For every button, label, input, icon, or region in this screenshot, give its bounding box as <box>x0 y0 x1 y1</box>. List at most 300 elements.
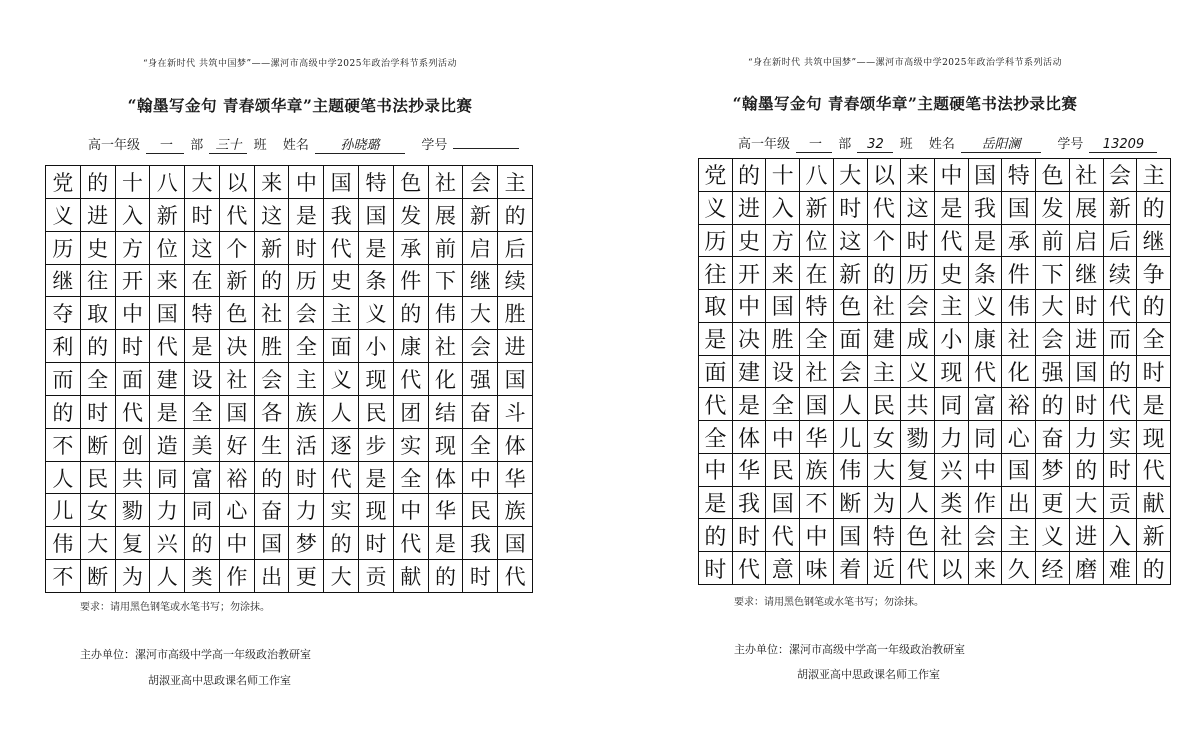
grid-cell: 时 <box>699 552 733 585</box>
grid-cell: 伟 <box>1002 290 1036 323</box>
grid-cell: 后 <box>1104 225 1138 258</box>
grid-cell: 代 <box>935 225 969 258</box>
grid-cell: 代 <box>969 356 1003 389</box>
grid-cell: 康 <box>969 323 1003 356</box>
grid-cell: 中 <box>220 527 255 560</box>
grid-cell: 人 <box>324 396 359 429</box>
grid-cell: 共 <box>116 462 151 495</box>
grid-cell: 现 <box>935 356 969 389</box>
grid-cell: 代 <box>324 462 359 495</box>
grid-cell: 不 <box>800 487 834 520</box>
grid-cell: 的 <box>429 560 464 593</box>
grid-cell: 会 <box>289 297 324 330</box>
grid-cell: 勠 <box>116 494 151 527</box>
grid-cell: 小 <box>935 323 969 356</box>
grid-cell: 是 <box>733 388 767 421</box>
grid-cell: 的 <box>185 527 220 560</box>
grid-cell: 代 <box>1137 454 1171 487</box>
contest-title: “翰墨写金句 青春颂华章”主题硬笔书法抄录比赛 <box>127 96 473 115</box>
grid-cell: 方 <box>766 225 800 258</box>
grid-cell: 更 <box>1036 487 1070 520</box>
grid-cell: 取 <box>699 290 733 323</box>
student-id-field: 13209 <box>1089 137 1157 153</box>
grid-cell: 代 <box>1104 290 1138 323</box>
grid-cell: 义 <box>969 290 1003 323</box>
grid-cell: 继 <box>1137 225 1171 258</box>
grid-cell: 时 <box>116 330 151 363</box>
grid-cell: 贡 <box>1104 487 1138 520</box>
grid-cell: 实 <box>324 494 359 527</box>
grid-cell: 梦 <box>289 527 324 560</box>
grid-cell: 党 <box>699 159 733 192</box>
grid-cell: 会 <box>834 356 868 389</box>
grid-cell: 全 <box>463 429 498 462</box>
grid-cell: 现 <box>359 363 394 396</box>
grid-cell: 中 <box>463 462 498 495</box>
grid-cell: 同 <box>969 421 1003 454</box>
grid-cell: 人 <box>150 560 185 593</box>
grid-cell: 前 <box>1036 225 1070 258</box>
grid-cell: 是 <box>699 487 733 520</box>
grid-cell: 出 <box>1002 487 1036 520</box>
grid-cell: 国 <box>324 166 359 199</box>
grid-cell: 代 <box>699 388 733 421</box>
grid-cell: 时 <box>1070 388 1104 421</box>
dept-field: 一 <box>146 138 184 154</box>
grid-cell: 康 <box>394 330 429 363</box>
grid-cell: 成 <box>901 323 935 356</box>
grid-cell: 党 <box>46 166 81 199</box>
grid-cell: 国 <box>255 527 290 560</box>
grid-cell: 这 <box>185 232 220 265</box>
grid-cell: 不 <box>46 429 81 462</box>
grid-cell: 作 <box>220 560 255 593</box>
grid-cell: 代 <box>498 560 533 593</box>
grid-cell: 是 <box>429 527 464 560</box>
grid-cell: 化 <box>1002 356 1036 389</box>
grid-cell: 奋 <box>463 396 498 429</box>
grid-cell: 会 <box>969 519 1003 552</box>
grid-cell: 社 <box>255 297 290 330</box>
grid-cell: 决 <box>733 323 767 356</box>
grid-cell: 实 <box>1104 421 1138 454</box>
grid-cell: 人 <box>834 388 868 421</box>
grid-cell: 国 <box>1070 356 1104 389</box>
grid-cell: 后 <box>498 232 533 265</box>
grid-cell: 代 <box>901 552 935 585</box>
grid-cell: 义 <box>1036 519 1070 552</box>
grid-cell: 特 <box>185 297 220 330</box>
grid-cell: 逐 <box>324 429 359 462</box>
grid-cell: 下 <box>429 265 464 298</box>
grid-cell: 小 <box>359 330 394 363</box>
grid-cell: 利 <box>46 330 81 363</box>
grid-cell: 国 <box>766 290 800 323</box>
grid-cell: 十 <box>116 166 151 199</box>
grid-cell: 民 <box>868 388 902 421</box>
name-label: 姓名 <box>928 137 955 152</box>
grid-cell: 新 <box>800 192 834 225</box>
grid-cell: 的 <box>81 166 116 199</box>
grid-cell: 社 <box>1070 159 1104 192</box>
grid-cell: 经 <box>1036 552 1070 585</box>
grid-cell: 代 <box>150 330 185 363</box>
grid-cell: 色 <box>220 297 255 330</box>
grid-cell: 力 <box>289 494 324 527</box>
grid-cell: 的 <box>498 199 533 232</box>
grid-cell: 国 <box>969 159 1003 192</box>
grid-cell: 是 <box>935 192 969 225</box>
entry-sheet-right <box>610 0 1200 739</box>
grid-cell: 新 <box>1104 192 1138 225</box>
grid-cell: 启 <box>1070 225 1104 258</box>
grid-cell: 磨 <box>1070 552 1104 585</box>
grid-cell: 史 <box>324 265 359 298</box>
grid-cell: 色 <box>834 290 868 323</box>
dept-label: 部 <box>190 138 204 153</box>
grid-cell: 以 <box>220 166 255 199</box>
grid-cell: 出 <box>255 560 290 593</box>
grid-cell: 华 <box>800 421 834 454</box>
grid-cell: 取 <box>81 297 116 330</box>
grid-cell: 斗 <box>498 396 533 429</box>
grid-cell: 国 <box>498 527 533 560</box>
grid-cell: 全 <box>185 396 220 429</box>
grid-cell: 来 <box>969 552 1003 585</box>
grid-cell: 会 <box>463 330 498 363</box>
name-field: 岳阳澜 <box>961 137 1041 153</box>
student-info-row <box>88 134 521 154</box>
grid-cell: 的 <box>81 330 116 363</box>
grid-cell: 在 <box>185 265 220 298</box>
grid-cell: 方 <box>116 232 151 265</box>
grid-cell: 女 <box>81 494 116 527</box>
grid-cell: 入 <box>766 192 800 225</box>
grid-cell: 胜 <box>255 330 290 363</box>
grid-cell: 代 <box>394 527 429 560</box>
grid-cell: 国 <box>834 519 868 552</box>
grid-cell: 的 <box>733 159 767 192</box>
grid-cell: 好 <box>220 429 255 462</box>
grid-cell: 族 <box>289 396 324 429</box>
grid-cell: 国 <box>800 388 834 421</box>
grid-cell: 在 <box>800 257 834 290</box>
grid-cell: 胜 <box>498 297 533 330</box>
grid-cell: 续 <box>498 265 533 298</box>
grid-cell: 的 <box>1137 290 1171 323</box>
grid-cell: 强 <box>1036 356 1070 389</box>
grid-cell: 类 <box>185 560 220 593</box>
grid-cell: 的 <box>324 527 359 560</box>
grid-cell: 中 <box>289 166 324 199</box>
grid-cell: 进 <box>733 192 767 225</box>
requirement-note: 要求：请用黑色钢笔或水笔书写；勿涂抹。 <box>80 602 270 613</box>
grid-cell: 不 <box>46 560 81 593</box>
grid-cell: 作 <box>969 487 1003 520</box>
grid-cell: 开 <box>116 265 151 298</box>
grid-cell: 近 <box>868 552 902 585</box>
grid-cell: 儿 <box>46 494 81 527</box>
grid-cell: 前 <box>429 232 464 265</box>
grid-cell: 这 <box>255 199 290 232</box>
grid-cell: 中 <box>800 519 834 552</box>
writing-grid <box>698 158 1171 585</box>
grid-cell: 造 <box>150 429 185 462</box>
grid-cell: 兴 <box>150 527 185 560</box>
organizer-line: 主办单位：漯河市高级中学高一年级政治教研室 <box>734 643 965 656</box>
grid-cell: 味 <box>800 552 834 585</box>
grid-cell: 国 <box>359 199 394 232</box>
grid-cell: 大 <box>1070 487 1104 520</box>
grid-cell: 大 <box>324 560 359 593</box>
grid-cell: 伟 <box>429 297 464 330</box>
grid-cell: 的 <box>868 257 902 290</box>
organizer-studio: 胡淑亚高中思政课名师工作室 <box>797 668 940 681</box>
grid-cell: 件 <box>1002 257 1036 290</box>
student-id-label: 学号 <box>1057 137 1084 152</box>
grid-cell: 这 <box>901 192 935 225</box>
grid-cell: 八 <box>800 159 834 192</box>
grid-cell: 新 <box>1137 519 1171 552</box>
grid-cell: 勠 <box>901 421 935 454</box>
grid-cell: 民 <box>766 454 800 487</box>
grid-cell: 大 <box>81 527 116 560</box>
class-field: 32 <box>857 137 893 153</box>
grid-cell: 社 <box>800 356 834 389</box>
grid-cell: 新 <box>255 232 290 265</box>
grid-cell: 族 <box>498 494 533 527</box>
grid-cell: 位 <box>800 225 834 258</box>
grid-cell: 时 <box>733 519 767 552</box>
grid-cell: 特 <box>800 290 834 323</box>
grid-cell: 义 <box>359 297 394 330</box>
grid-cell: 断 <box>834 487 868 520</box>
grid-cell: 设 <box>766 356 800 389</box>
grid-cell: 入 <box>116 199 151 232</box>
grid-cell: 进 <box>81 199 116 232</box>
grid-cell: 会 <box>1036 323 1070 356</box>
grid-cell: 全 <box>289 330 324 363</box>
grid-cell: 中 <box>969 454 1003 487</box>
grid-cell: 献 <box>394 560 429 593</box>
grid-cell: 时 <box>463 560 498 593</box>
grid-cell: 我 <box>324 199 359 232</box>
student-id-field <box>453 148 519 149</box>
grid-cell: 现 <box>359 494 394 527</box>
grid-cell: 心 <box>1002 421 1036 454</box>
grid-cell: 位 <box>150 232 185 265</box>
grid-cell: 是 <box>359 232 394 265</box>
grid-cell: 断 <box>81 429 116 462</box>
grid-cell: 入 <box>1104 519 1138 552</box>
grid-cell: 来 <box>150 265 185 298</box>
grid-cell: 富 <box>969 388 1003 421</box>
grid-cell: 面 <box>324 330 359 363</box>
grid-cell: 社 <box>1002 323 1036 356</box>
grid-cell: 意 <box>766 552 800 585</box>
grid-cell: 兴 <box>935 454 969 487</box>
grid-cell: 中 <box>116 297 151 330</box>
grade-label: 高一年级 <box>88 138 141 153</box>
grid-cell: 结 <box>429 396 464 429</box>
grid-cell: 力 <box>150 494 185 527</box>
grid-cell: 全 <box>800 323 834 356</box>
grid-cell: 力 <box>935 421 969 454</box>
grid-cell: 承 <box>394 232 429 265</box>
grid-cell: 新 <box>463 199 498 232</box>
grid-cell: 代 <box>220 199 255 232</box>
grid-cell: 面 <box>116 363 151 396</box>
grid-cell: 大 <box>834 159 868 192</box>
grid-cell: 历 <box>699 225 733 258</box>
grid-cell: 复 <box>116 527 151 560</box>
grid-cell: 会 <box>463 166 498 199</box>
grid-cell: 心 <box>220 494 255 527</box>
grid-cell: 国 <box>1002 454 1036 487</box>
grid-cell: 的 <box>255 462 290 495</box>
grid-cell: 时 <box>1070 290 1104 323</box>
grid-cell: 国 <box>766 487 800 520</box>
grid-cell: 下 <box>1036 257 1070 290</box>
grid-cell: 进 <box>1070 323 1104 356</box>
grid-cell: 个 <box>220 232 255 265</box>
grid-cell: 建 <box>868 323 902 356</box>
grid-cell: 为 <box>868 487 902 520</box>
grid-cell: 团 <box>394 396 429 429</box>
grid-cell: 展 <box>429 199 464 232</box>
grid-cell: 义 <box>46 199 81 232</box>
grid-cell: 为 <box>116 560 151 593</box>
grid-cell: 体 <box>498 429 533 462</box>
grid-cell: 个 <box>868 225 902 258</box>
grid-cell: 往 <box>81 265 116 298</box>
grid-cell: 各 <box>255 396 290 429</box>
grid-cell: 我 <box>733 487 767 520</box>
grid-cell: 是 <box>359 462 394 495</box>
grid-cell: 历 <box>901 257 935 290</box>
grid-cell: 的 <box>46 396 81 429</box>
grid-cell: 华 <box>733 454 767 487</box>
grid-cell: 全 <box>81 363 116 396</box>
grid-cell: 全 <box>699 421 733 454</box>
name-field: 孙晓璐 <box>315 138 405 154</box>
grid-cell: 续 <box>1104 257 1138 290</box>
grid-cell: 全 <box>394 462 429 495</box>
grid-cell: 发 <box>1036 192 1070 225</box>
grid-cell: 胜 <box>766 323 800 356</box>
grid-cell: 时 <box>359 527 394 560</box>
grid-cell: 献 <box>1137 487 1171 520</box>
grid-cell: 时 <box>1137 356 1171 389</box>
grid-cell: 国 <box>1002 192 1036 225</box>
grid-cell: 决 <box>220 330 255 363</box>
grid-cell: 活 <box>289 429 324 462</box>
grid-cell: 启 <box>463 232 498 265</box>
grid-cell: 国 <box>220 396 255 429</box>
grid-cell: 同 <box>150 462 185 495</box>
event-header-line: “身在新时代 共筑中国梦”——漯河市高级中学2025年政治学科节系列活动 <box>143 59 457 69</box>
grid-cell: 主 <box>289 363 324 396</box>
grid-cell: 主 <box>935 290 969 323</box>
grid-cell: 是 <box>185 330 220 363</box>
grid-cell: 富 <box>185 462 220 495</box>
grid-cell: 设 <box>185 363 220 396</box>
grid-cell: 主 <box>324 297 359 330</box>
grid-cell: 难 <box>1104 552 1138 585</box>
grid-cell: 华 <box>498 462 533 495</box>
grid-cell: 继 <box>463 265 498 298</box>
grid-cell: 色 <box>394 166 429 199</box>
grid-cell: 件 <box>394 265 429 298</box>
grid-cell: 继 <box>1070 257 1104 290</box>
grid-cell: 时 <box>1104 454 1138 487</box>
grid-cell: 我 <box>969 192 1003 225</box>
grid-cell: 史 <box>81 232 116 265</box>
grid-cell: 人 <box>46 462 81 495</box>
grid-cell: 着 <box>834 552 868 585</box>
grid-cell: 国 <box>498 363 533 396</box>
grid-cell: 族 <box>800 454 834 487</box>
grid-cell: 中 <box>699 454 733 487</box>
grid-cell: 特 <box>359 166 394 199</box>
requirement-note: 要求：请用黑色钢笔或水笔书写；勿涂抹。 <box>734 597 924 608</box>
grid-cell: 同 <box>935 388 969 421</box>
grid-cell: 社 <box>429 166 464 199</box>
grid-cell: 史 <box>935 257 969 290</box>
grid-cell: 时 <box>289 462 324 495</box>
grid-cell: 大 <box>463 297 498 330</box>
grid-cell: 的 <box>1070 454 1104 487</box>
grid-cell: 是 <box>1137 388 1171 421</box>
grid-cell: 进 <box>498 330 533 363</box>
grid-cell: 特 <box>1002 159 1036 192</box>
grid-cell: 时 <box>901 225 935 258</box>
grid-cell: 全 <box>1137 323 1171 356</box>
grid-cell: 儿 <box>834 421 868 454</box>
grid-cell: 贡 <box>359 560 394 593</box>
dept-field: 一 <box>796 137 832 153</box>
grid-cell: 代 <box>116 396 151 429</box>
contest-title: “翰墨写金句 青春颂华章”主题硬笔书法抄录比赛 <box>732 94 1078 113</box>
organizer-line: 主办单位：漯河市高级中学高一年级政治教研室 <box>80 648 311 661</box>
grid-cell: 义 <box>324 363 359 396</box>
grid-cell: 这 <box>834 225 868 258</box>
grid-cell: 人 <box>901 487 935 520</box>
grid-cell: 主 <box>1002 519 1036 552</box>
grid-cell: 而 <box>46 363 81 396</box>
grid-cell: 的 <box>394 297 429 330</box>
grid-cell: 新 <box>220 265 255 298</box>
student-id-label: 学号 <box>421 138 448 153</box>
grid-cell: 大 <box>868 454 902 487</box>
grid-cell: 的 <box>1104 356 1138 389</box>
grid-cell: 主 <box>1137 159 1171 192</box>
organizer-studio: 胡淑亚高中思政课名师工作室 <box>148 674 291 687</box>
grid-cell: 社 <box>220 363 255 396</box>
grid-cell: 代 <box>766 519 800 552</box>
grid-cell: 奋 <box>1036 421 1070 454</box>
grid-cell: 化 <box>429 363 464 396</box>
grid-cell: 展 <box>1070 192 1104 225</box>
grid-cell: 会 <box>901 290 935 323</box>
grid-cell: 来 <box>766 257 800 290</box>
grid-cell: 力 <box>1070 421 1104 454</box>
grid-cell: 大 <box>1036 290 1070 323</box>
grid-cell: 色 <box>901 519 935 552</box>
grid-cell: 奋 <box>255 494 290 527</box>
grid-cell: 时 <box>185 199 220 232</box>
grid-cell: 历 <box>46 232 81 265</box>
